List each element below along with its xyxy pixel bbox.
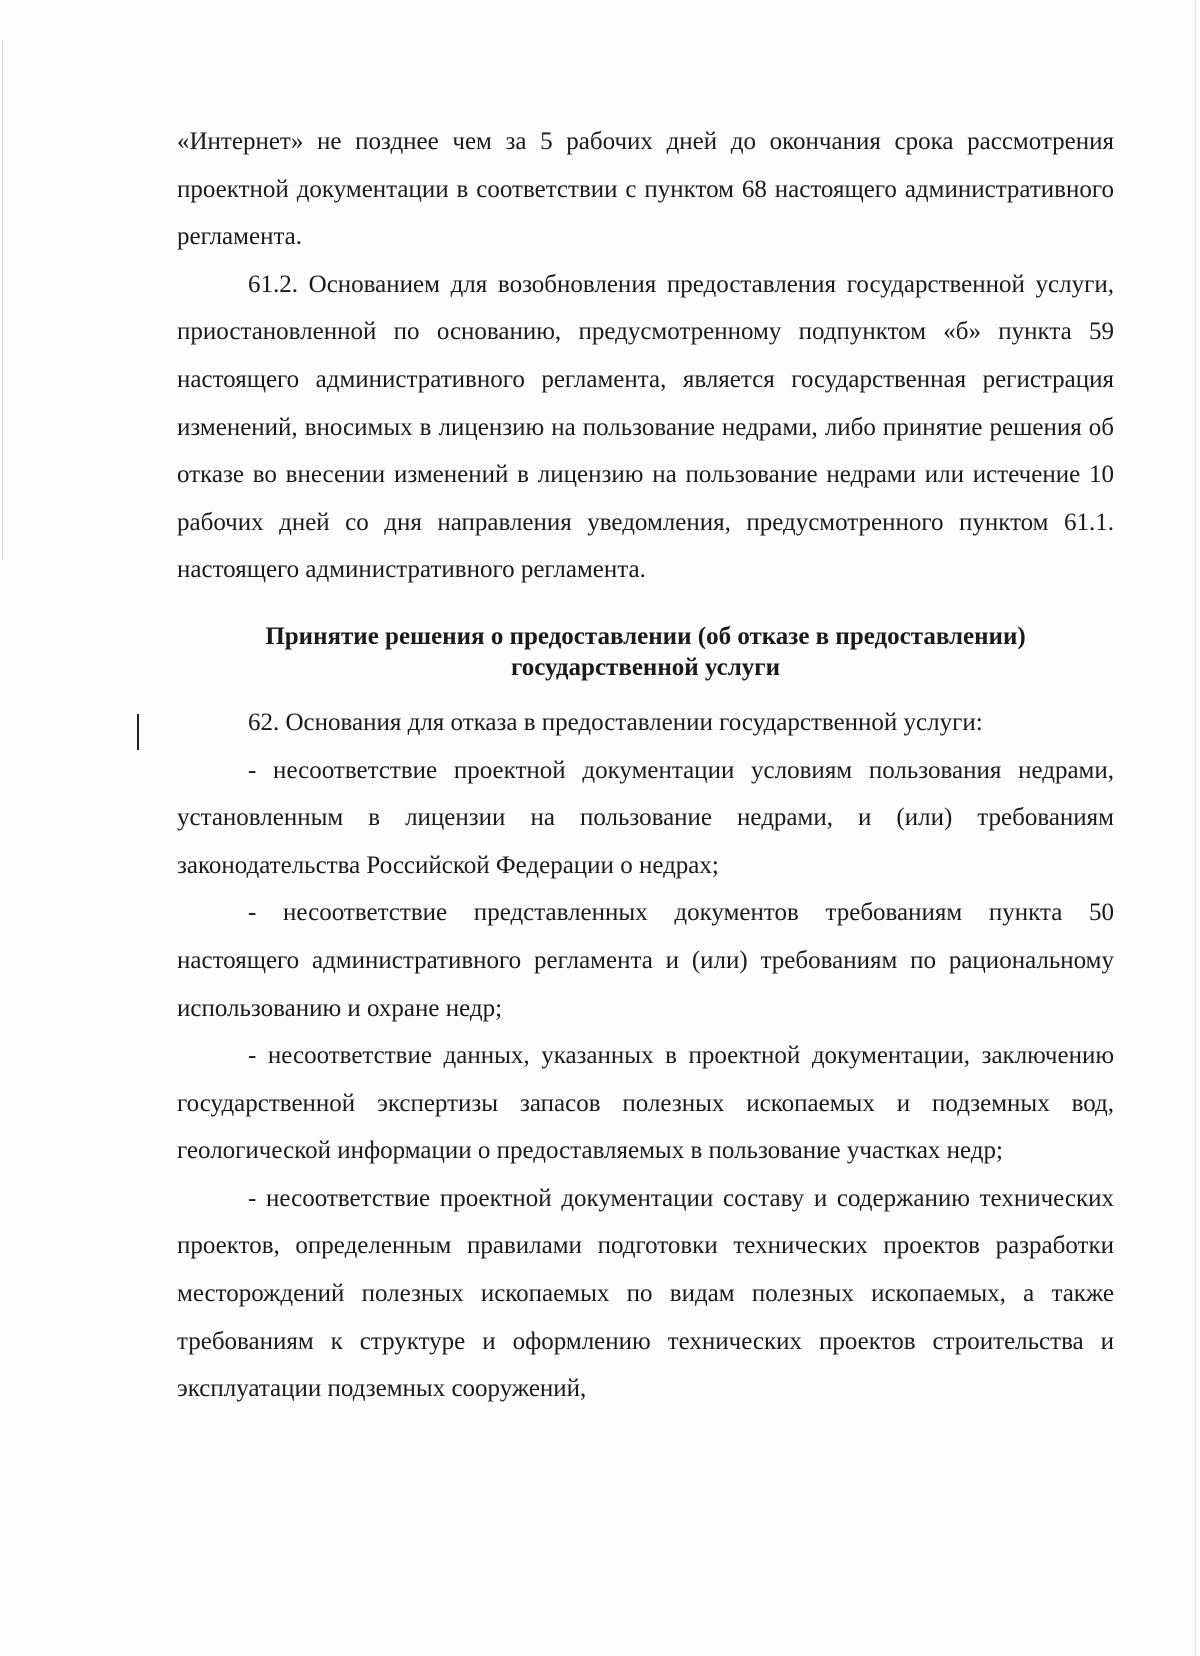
list-item-refusal-3: - несоответствие данных, указанных в проектной документации, заключению государственной экспертизы запасов полезных ископаемых и подземных вод, геологической информации о предоставляемых в пользование участках недр; <box>177 1042 1114 1165</box>
paragraph-continuation: «Интернет» не позднее чем за 5 рабочих дней до окончания срока рассмотрения проектной документации в соответствии с пунктом 68 настоящего административного регламента. <box>177 128 1114 251</box>
list-item-refusal-2: - несоответствие представленных документов требованиям пункта 50 настоящего административного регламента и (или) требованиям по рациональному использованию и охране недр; <box>177 899 1114 1022</box>
section-heading-line-1: Принятие решения о предоставлении (об отказе в предоставлении) <box>265 622 1026 650</box>
scan-edge-right <box>1195 0 1196 1656</box>
section-heading-line-2: государственной услуги <box>510 653 781 681</box>
paragraph-62: 62. Основания для отказа в предоставлении государственной услуги: <box>248 708 983 736</box>
margin-mark <box>137 714 139 750</box>
paragraph-61-2: 61.2. Основанием для возобновления предоставления государственной услуги, приостановленной по основанию, предусмотренному подпунктом «б» пункта 59 настоящего административного регламента, является государственная регистрация изменений, вносимых в лицензию на пользование недрами, либо принятие решения об отказе во внесении изменений в лицензию на пользование недрами или истечение 10 рабочих дней со дня направления уведомления, предусмотренного пунктом 61.1. настоящего административного регламента. <box>177 270 1114 584</box>
list-item-refusal-1: - несоответствие проектной документации условиям пользования недрами, установленным в лицензии на пользование недрами, и (или) требованиям законодательства Российской Федерации о недрах; <box>177 756 1114 879</box>
scan-edge-left <box>2 40 3 560</box>
section-heading <box>177 621 1114 683</box>
list-item-refusal-4: - несоответствие проектной документации составу и содержанию технических проектов, определенным правилами подготовки технических проектов разработки месторождений полезных ископаемых по видам полезных ископаемых, а также требованиям к структуре и оформлению технических проектов строительства и эксплуатации подземных сооружений, <box>177 1184 1114 1403</box>
document-body <box>177 118 1114 1413</box>
